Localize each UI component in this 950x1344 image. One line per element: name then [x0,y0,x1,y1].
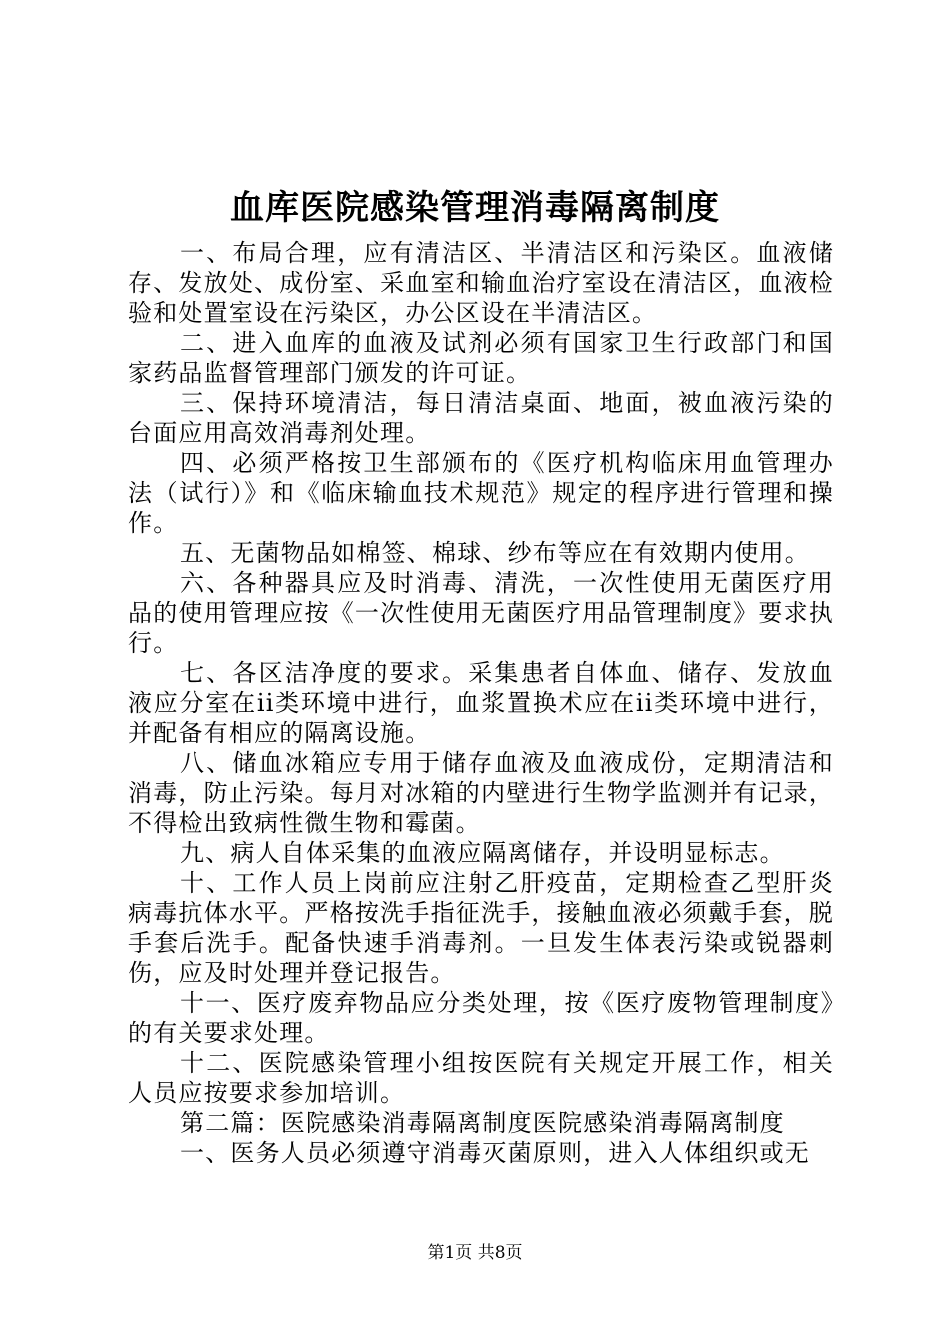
paragraph-10: 十、工作人员上岗前应注射乙肝疫苗，定期检查乙型肝炎病毒抗体水平。严格按洗手指征洗手，接触血液必须戴手套，脱手套后洗手。配备快速手消毒剂。一旦发生体表污染或锐器刺伤，应及时处理并登记报告。 [128,869,834,987]
section-heading-part-two: 第二篇：医院感染消毒隔离制度医院感染消毒隔离制度 [180,1109,785,1137]
document-title: 血库医院感染管理消毒隔离制度 [230,188,720,228]
paragraph-2: 二、进入血库的血液及试剂必须有国家卫生行政部门和国家药品监督管理部门颁发的许可证。 [128,329,834,387]
paragraph-8: 八、储血冰箱应专用于储存血液及血液成份，定期清洁和消毒，防止污染。每月对冰箱的内壁进行生物学监测并有记录，不得检出致病性微生物和霉菌。 [128,749,834,837]
paragraph-1: 一、布局合理，应有清洁区、半清洁区和污染区。血液储存、发放处、成份室、采血室和输血治疗室设在清洁区，血液检验和处置室设在污染区，办公区设在半清洁区。 [128,239,834,327]
paragraph-part-two-1: 一、医务人员必须遵守消毒灭菌原则，进入人体组织或无 [180,1139,810,1167]
paragraph-4: 四、必须严格按卫生部颁布的《医疗机构临床用血管理办法（试行）》和《临床输血技术规范》规定的程序进行管理和操作。 [128,449,834,537]
paragraph-5: 五、无菌物品如棉签、棉球、纱布等应在有效期内使用。 [180,539,810,567]
paragraph-7: 七、各区洁净度的要求。采集患者自体血、储存、发放血液应分室在ii类环境中进行，血浆置换术应在ii类环境中进行，并配备有相应的隔离设施。 [128,659,834,747]
page-number-footer: 第1页 共8页 [427,1243,523,1263]
paragraph-9: 九、病人自体采集的血液应隔离储存，并设明显标志。 [180,839,785,867]
paragraph-6: 六、各种器具应及时消毒、清洗，一次性使用无菌医疗用品的使用管理应按《一次性使用无菌医疗用品管理制度》要求执行。 [128,569,834,657]
document-body [128,238,834,1168]
paragraph-12: 十二、医院感染管理小组按医院有关规定开展工作，相关人员应按要求参加培训。 [128,1049,834,1107]
paragraph-11: 十一、医疗废弃物品应分类处理，按《医疗废物管理制度》的有关要求处理。 [128,989,834,1047]
paragraph-3: 三、保持环境清洁，每日清洁桌面、地面，被血液污染的台面应用高效消毒剂处理。 [128,389,834,447]
